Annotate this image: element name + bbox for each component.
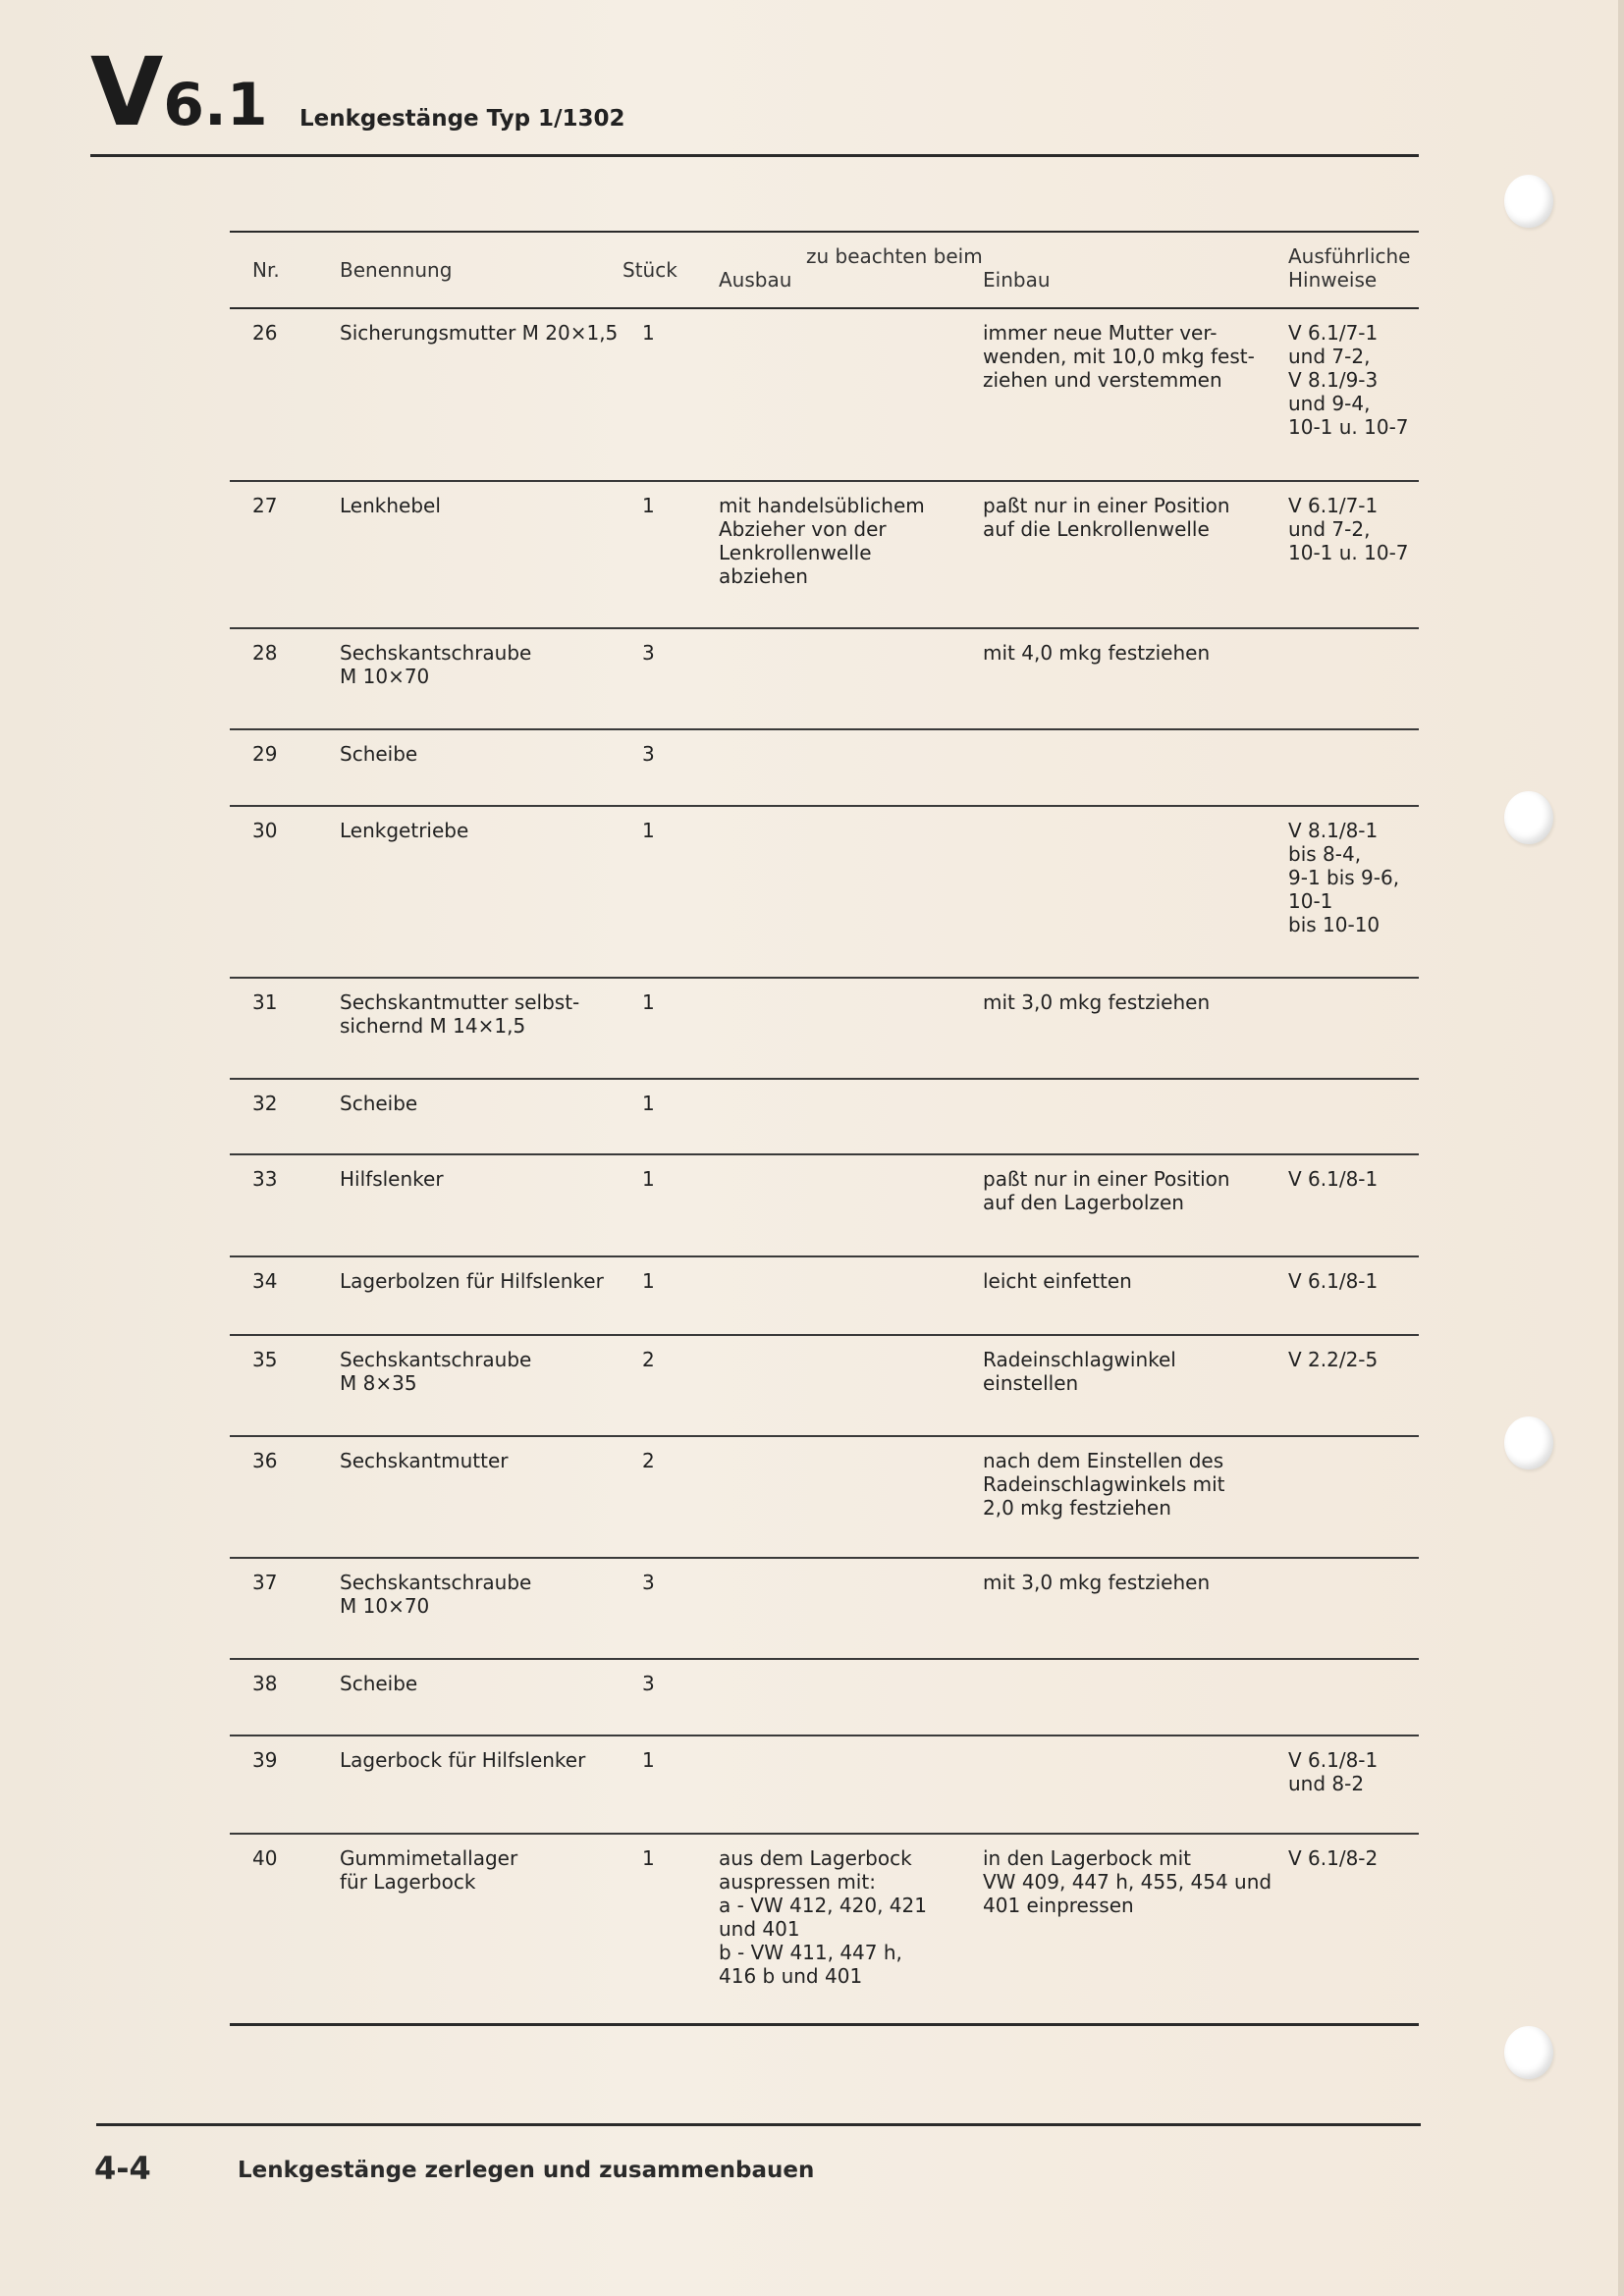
cell-nr: 27 bbox=[252, 494, 278, 517]
table-row bbox=[230, 1155, 1419, 1257]
cell-hinweise: V 6.1/8-2 bbox=[1288, 1846, 1379, 1870]
cell-benennung: Lenkgetriebe bbox=[340, 819, 469, 842]
cell-benennung: Sechskantschraube M 10×70 bbox=[340, 641, 532, 688]
cell-nr: 37 bbox=[252, 1571, 278, 1594]
cell-benennung: Sechskantschraube M 8×35 bbox=[340, 1348, 532, 1395]
cell-nr: 39 bbox=[252, 1748, 278, 1772]
punch-hole bbox=[1504, 1416, 1553, 1469]
cell-stueck: 1 bbox=[642, 1167, 655, 1191]
cell-einbau: mit 3,0 mkg festziehen bbox=[983, 990, 1211, 1014]
cell-nr: 33 bbox=[252, 1167, 278, 1191]
cell-stueck: 3 bbox=[642, 1672, 655, 1695]
cell-hinweise: V 6.1/8-1 und 8-2 bbox=[1288, 1748, 1379, 1795]
cell-benennung: Lagerbolzen für Hilfslenker bbox=[340, 1269, 604, 1293]
cell-stueck: 1 bbox=[642, 321, 655, 345]
cell-nr: 34 bbox=[252, 1269, 278, 1293]
cell-einbau: immer neue Mutter ver- wenden, mit 10,0 mkg fest- ziehen und verstemmen bbox=[983, 321, 1255, 392]
cell-stueck: 1 bbox=[642, 1748, 655, 1772]
cell-hinweise: V 6.1/8-1 bbox=[1288, 1167, 1379, 1191]
cell-benennung: Sechskantmutter selbst- sichernd M 14×1,5 bbox=[340, 990, 580, 1038]
table-row bbox=[230, 730, 1419, 807]
cell-benennung: Scheibe bbox=[340, 1672, 418, 1695]
cell-nr: 38 bbox=[252, 1672, 278, 1695]
cell-stueck: 2 bbox=[642, 1449, 655, 1472]
column-header-benennung: Benennung bbox=[340, 258, 453, 282]
cell-benennung: Scheibe bbox=[340, 1092, 418, 1115]
cell-einbau: Radeinschlagwinkel einstellen bbox=[983, 1348, 1176, 1395]
cell-nr: 31 bbox=[252, 990, 278, 1014]
cell-benennung: Scheibe bbox=[340, 742, 418, 766]
cell-einbau: nach dem Einstellen des Radeinschlagwinkels mit 2,0 mkg festziehen bbox=[983, 1449, 1225, 1520]
column-header-ausbau: Ausbau bbox=[719, 268, 792, 292]
table-row bbox=[230, 1559, 1419, 1660]
footer-title: Lenkgestänge zerlegen und zusammenbauen bbox=[238, 2158, 815, 2183]
cell-benennung: Lenkhebel bbox=[340, 494, 441, 517]
cell-stueck: 1 bbox=[642, 1846, 655, 1870]
cell-einbau: mit 4,0 mkg festziehen bbox=[983, 641, 1211, 665]
punch-hole bbox=[1504, 791, 1553, 844]
cell-nr: 29 bbox=[252, 742, 278, 766]
table-row bbox=[230, 1835, 1419, 2026]
cell-einbau: leicht einfetten bbox=[983, 1269, 1132, 1293]
cell-benennung: Hilfslenker bbox=[340, 1167, 444, 1191]
cell-stueck: 3 bbox=[642, 742, 655, 766]
cell-benennung: Sechskantschraube M 10×70 bbox=[340, 1571, 532, 1618]
cell-einbau: in den Lagerbock mit VW 409, 447 h, 455, 454 und 401 einpressen bbox=[983, 1846, 1272, 1917]
cell-nr: 35 bbox=[252, 1348, 278, 1371]
table-row bbox=[230, 979, 1419, 1080]
table-row bbox=[230, 1437, 1419, 1559]
cell-stueck: 1 bbox=[642, 1269, 655, 1293]
cell-einbau: paßt nur in einer Position auf die Lenkrollenwelle bbox=[983, 494, 1230, 541]
section-code-number: 6.1 bbox=[163, 71, 268, 139]
cell-benennung: Sicherungsmutter M 20×1,5 bbox=[340, 321, 619, 345]
cell-stueck: 1 bbox=[642, 1092, 655, 1115]
table-row bbox=[230, 1336, 1419, 1437]
table-row bbox=[230, 1660, 1419, 1736]
cell-nr: 40 bbox=[252, 1846, 278, 1870]
section-code bbox=[90, 37, 268, 145]
page-title: Lenkgestänge Typ 1/1302 bbox=[299, 106, 625, 132]
column-header-stueck: Stück bbox=[623, 258, 677, 282]
table-row bbox=[230, 807, 1419, 979]
cell-ausbau: aus dem Lagerbock auspressen mit: a - VW 412, 420, 421 und 401 b - VW 411, 447 h, 416 b und 401 bbox=[719, 1846, 927, 1988]
cell-nr: 26 bbox=[252, 321, 278, 345]
cell-nr: 36 bbox=[252, 1449, 278, 1472]
cell-nr: 30 bbox=[252, 819, 278, 842]
punch-hole bbox=[1504, 2026, 1553, 2079]
table-row bbox=[230, 1080, 1419, 1155]
cell-hinweise: V 6.1/7-1 und 7-2, V 8.1/9-3 und 9-4, 10-1 u. 10-7 bbox=[1288, 321, 1409, 439]
table-row bbox=[230, 1257, 1419, 1336]
cell-hinweise: V 6.1/7-1 und 7-2, 10-1 u. 10-7 bbox=[1288, 494, 1409, 564]
cell-einbau: paßt nur in einer Position auf den Lagerbolzen bbox=[983, 1167, 1230, 1214]
page-number: 4-4 bbox=[94, 2150, 151, 2187]
column-header-hinweise: Ausführliche Hinweise bbox=[1288, 244, 1411, 292]
table-row bbox=[230, 1736, 1419, 1835]
cell-stueck: 3 bbox=[642, 1571, 655, 1594]
column-header-einbau: Einbau bbox=[983, 268, 1051, 292]
cell-stueck: 1 bbox=[642, 819, 655, 842]
cell-benennung: Lagerbock für Hilfslenker bbox=[340, 1748, 586, 1772]
cell-stueck: 2 bbox=[642, 1348, 655, 1371]
page-edge bbox=[1618, 0, 1624, 2296]
cell-hinweise: V 8.1/8-1 bis 8-4, 9-1 bis 9-6, 10-1 bis 10-10 bbox=[1288, 819, 1400, 936]
cell-benennung: Gummimetallager für Lagerbock bbox=[340, 1846, 518, 1894]
section-code-letter: V bbox=[90, 37, 160, 147]
cell-hinweise: V 2.2/2-5 bbox=[1288, 1348, 1379, 1371]
cell-stueck: 3 bbox=[642, 641, 655, 665]
footer-rule bbox=[96, 2123, 1421, 2126]
cell-nr: 28 bbox=[252, 641, 278, 665]
header-rule bbox=[90, 154, 1419, 157]
cell-benennung: Sechskantmutter bbox=[340, 1449, 509, 1472]
table-body bbox=[230, 309, 1419, 2026]
cell-stueck: 1 bbox=[642, 990, 655, 1014]
punch-hole bbox=[1504, 175, 1553, 228]
column-header-nr: Nr. bbox=[252, 258, 280, 282]
cell-hinweise: V 6.1/8-1 bbox=[1288, 1269, 1379, 1293]
table-header bbox=[230, 233, 1419, 307]
table-row bbox=[230, 482, 1419, 629]
cell-ausbau: mit handelsüblichem Abzieher von der Lenkrollenwelle abziehen bbox=[719, 494, 925, 588]
cell-einbau: mit 3,0 mkg festziehen bbox=[983, 1571, 1211, 1594]
column-header-zu-beachten: zu beachten beim bbox=[806, 244, 983, 268]
table-row bbox=[230, 309, 1419, 482]
table-row bbox=[230, 629, 1419, 730]
cell-stueck: 1 bbox=[642, 494, 655, 517]
cell-nr: 32 bbox=[252, 1092, 278, 1115]
